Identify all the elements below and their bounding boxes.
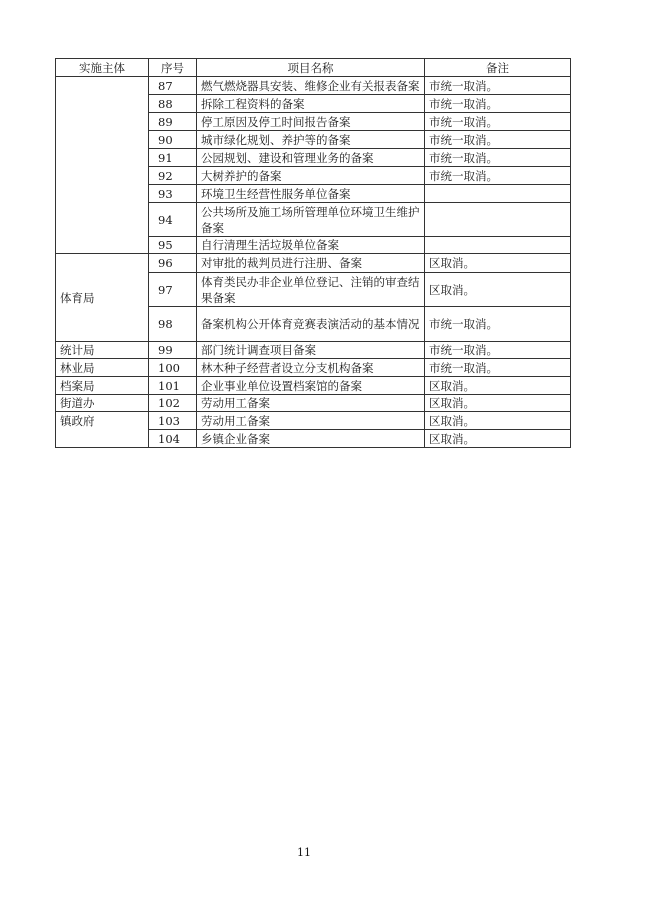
table-row [56,342,571,359]
row-number: 89 [149,113,197,131]
row-number: 93 [149,185,197,203]
table-row [56,77,571,95]
note: 市统一取消。 [425,359,571,377]
row-number: 97 [149,273,197,307]
subject-cell: 街道办 [56,395,149,412]
subject-cell: 林业局 [56,359,149,377]
note: 区取消。 [425,254,571,273]
row-number: 91 [149,149,197,167]
note [425,237,571,254]
item-name: 停工原因及停工时间报告备案 [197,113,425,131]
note: 市统一取消。 [425,307,571,342]
note: 市统一取消。 [425,113,571,131]
filing-items-table [55,58,571,448]
row-number: 102 [149,395,197,412]
row-number: 88 [149,95,197,113]
note: 市统一取消。 [425,95,571,113]
row-number: 104 [149,430,197,448]
note: 市统一取消。 [425,149,571,167]
subject-cell: 档案局 [56,377,149,395]
note: 市统一取消。 [425,167,571,185]
note: 区取消。 [425,377,571,395]
note: 区取消。 [425,273,571,307]
table-row [56,395,571,412]
note [425,185,571,203]
note: 区取消。 [425,412,571,430]
item-name: 劳动用工备案 [197,395,425,412]
note: 市统一取消。 [425,131,571,149]
page-number: 11 [297,846,311,859]
item-name: 大树养护的备案 [197,167,425,185]
header-note: 备注 [425,59,571,77]
note [425,203,571,237]
item-name: 燃气燃烧器具安装、维修企业有关报表备案 [197,77,425,95]
row-number: 95 [149,237,197,254]
table-row [56,359,571,377]
item-name: 公共场所及施工场所管理单位环境卫生维护备案 [197,203,425,237]
item-name: 备案机构公开体育竞赛表演活动的基本情况 [197,307,425,342]
item-name: 体育类民办非企业单位登记、注销的审查结果备案 [197,273,425,307]
item-name: 拆除工程资料的备案 [197,95,425,113]
note: 市统一取消。 [425,342,571,359]
table-header [56,59,571,77]
header-number: 序号 [149,59,197,77]
item-name: 对审批的裁判员进行注册、备案 [197,254,425,273]
note: 市统一取消。 [425,77,571,95]
header-subject: 实施主体 [56,59,149,77]
subject-cell: 统计局 [56,342,149,359]
item-name: 公园规划、建设和管理业务的备案 [197,149,425,167]
note: 区取消。 [425,430,571,448]
header-item-name: 项目名称 [197,59,425,77]
table-row [56,254,571,273]
row-number: 98 [149,307,197,342]
row-number: 90 [149,131,197,149]
item-name: 劳动用工备案 [197,412,425,430]
row-number: 99 [149,342,197,359]
table-row [56,377,571,395]
item-name: 环境卫生经营性服务单位备案 [197,185,425,203]
note: 区取消。 [425,395,571,412]
item-name: 林木种子经营者设立分支机构备案 [197,359,425,377]
table-row [56,412,571,430]
row-number: 103 [149,412,197,430]
item-name: 自行清理生活垃圾单位备案 [197,237,425,254]
row-number: 87 [149,77,197,95]
subject-cell: 体育局 [56,254,149,342]
row-number: 96 [149,254,197,273]
item-name: 企业事业单位设置档案馆的备案 [197,377,425,395]
row-number: 100 [149,359,197,377]
subject-cell [56,77,149,254]
item-name: 部门统计调查项目备案 [197,342,425,359]
subject-cell: 镇政府 [56,412,149,448]
row-number: 94 [149,203,197,237]
item-name: 城市绿化规划、养护等的备案 [197,131,425,149]
row-number: 101 [149,377,197,395]
row-number: 92 [149,167,197,185]
item-name: 乡镇企业备案 [197,430,425,448]
